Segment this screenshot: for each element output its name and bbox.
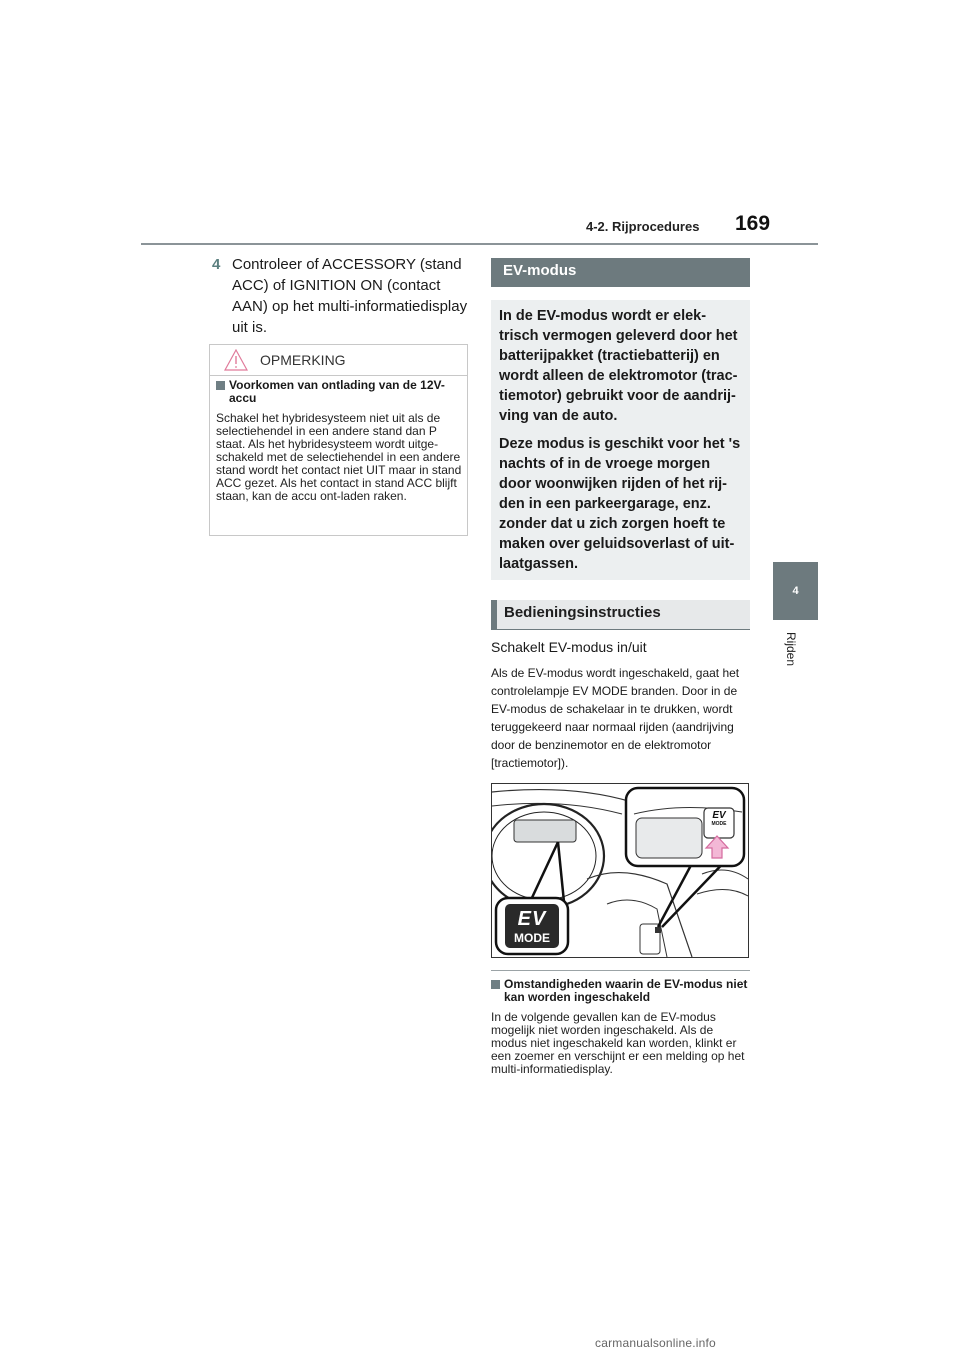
note-header — [210, 345, 467, 376]
step-text: Controleer of ACCESSORY (stand ACC) of IGNITION ON (contact AAN) op het multi-informatiedisplay uit is. — [232, 256, 468, 336]
ev-mode-header — [491, 258, 750, 287]
chapter-label — [784, 632, 808, 692]
note-box — [209, 344, 468, 536]
page-number: 169 — [735, 212, 771, 235]
instructions-title: Bedieningsinstructies — [504, 604, 661, 621]
ev-small-top-text: EV — [712, 810, 726, 821]
note-title: OPMERKING — [260, 352, 346, 368]
step-4 — [212, 254, 474, 338]
header-rule — [141, 243, 818, 245]
ev-small-bottom-text: MODE — [711, 821, 727, 827]
note-body: Schakel het hybridesysteem niet uit als de selectiehendel in een andere stand dan P staat. Als het hybridesysteem wordt uitge-schakeld met de selectiehendel in een andere stand wordt het contact niet UIT maar in stand ACC gezet. Als het contact in stand ACC blijft staan, kan de accu ont-laden raken. — [216, 411, 462, 503]
conditions-heading-text: Omstandigheden waarin de EV-modus niet kan worden ingeschakeld — [504, 977, 748, 1004]
warning-triangle-icon — [224, 349, 248, 371]
section-divider — [491, 970, 750, 971]
ev-mode-title: EV-modus — [503, 262, 577, 279]
square-bullet-icon — [491, 980, 500, 989]
ev-desc-paragraph-2: Deze modus is geschikt voor het 's nachts of in de vroege morgen door woonwijken rijden of het rij-den in een parkeergarage, enz. zonder dat u zich zorgen hoeft te maken over geluidsoverlast of uit-laatgassen. — [499, 436, 741, 572]
header-accent-bar — [491, 600, 497, 629]
dashboard-illustration — [491, 783, 749, 958]
instructions-header — [491, 600, 750, 630]
note-subheading — [216, 379, 462, 405]
step-number: 4 — [212, 256, 221, 273]
ev-mode-button-zoom — [505, 904, 559, 948]
ev-mode-button-small — [704, 811, 734, 827]
chapter-tab: 4 — [773, 562, 818, 620]
square-bullet-icon — [216, 381, 225, 390]
ev-desc-paragraph-1: In de EV-modus wordt er elek-trisch vermogen geleverd door het batterijpakket (tractiebatterij) en wordt alleen de elektromotor (trac-tiemotor) gebruikt voor de aandrij-ving van de auto. — [499, 308, 738, 424]
conditions-heading — [491, 978, 750, 1004]
ev-button-top-text: EV — [517, 907, 547, 930]
note-subheading-text: Voorkomen van ontlading van de 12V-accu — [229, 378, 445, 405]
conditions-body: In de volgende gevallen kan de EV-modus mogelijk niet worden ingeschakeld. Als de modus niet ingeschakeld kan worden, klinkt er een zoemer en verschijnt er een melding op het multi-informatiedisplay. — [491, 1010, 745, 1076]
section-title: 4-2. Rijprocedures — [586, 219, 700, 234]
watermark: carmanualsonline.info — [595, 1336, 716, 1350]
ev-mode-description — [491, 300, 750, 580]
chapter-label-text: Rijden — [784, 632, 798, 667]
toggle-label: Schakelt EV-modus in/uit — [491, 639, 647, 655]
toggle-description: Als de EV-modus wordt ingeschakeld, gaat het controlelampje EV MODE branden. Door in de EV-modus de schakelaar in te drukken, wordt teruggekeerd naar normaal rijden (aandrijving door de benzinemotor en de elektromotor [tractiemotor]). — [491, 666, 740, 770]
ev-button-bottom-text: MODE — [514, 930, 550, 945]
